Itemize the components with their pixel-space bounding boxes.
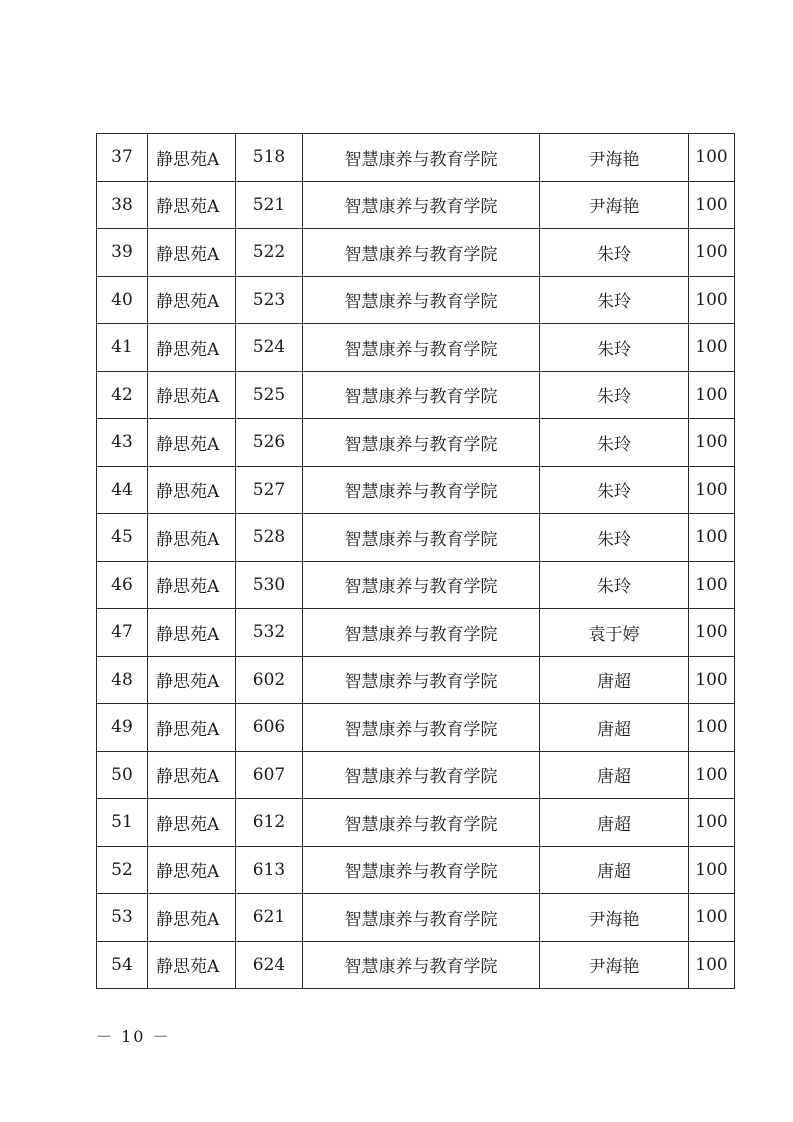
cell-college: 智慧康养与教育学院 — [303, 941, 540, 989]
cell-teacher: 袁于婷 — [540, 609, 689, 657]
cell-building: 静思苑A — [148, 751, 236, 799]
table-row — [97, 609, 735, 657]
cell-room: 606 — [236, 704, 303, 752]
cell-building: 静思苑A — [148, 466, 236, 514]
cell-building: 静思苑A — [148, 561, 236, 609]
cell-index: 45 — [97, 514, 148, 562]
cell-index: 44 — [97, 466, 148, 514]
table-row — [97, 371, 735, 419]
table-row — [97, 846, 735, 894]
cell-building: 静思苑A — [148, 229, 236, 277]
cell-building: 静思苑A — [148, 846, 236, 894]
cell-college: 智慧康养与教育学院 — [303, 751, 540, 799]
table-row — [97, 466, 735, 514]
table-row — [97, 324, 735, 372]
cell-teacher: 朱玲 — [540, 466, 689, 514]
cell-room: 526 — [236, 419, 303, 467]
cell-room: 525 — [236, 371, 303, 419]
cell-building: 静思苑A — [148, 371, 236, 419]
table-body — [97, 134, 735, 989]
cell-index: 43 — [97, 419, 148, 467]
cell-college: 智慧康养与教育学院 — [303, 561, 540, 609]
cell-score: 100 — [689, 134, 735, 182]
cell-teacher: 朱玲 — [540, 371, 689, 419]
cell-room: 532 — [236, 609, 303, 657]
cell-teacher: 朱玲 — [540, 419, 689, 467]
cell-college: 智慧康养与教育学院 — [303, 466, 540, 514]
cell-room: 528 — [236, 514, 303, 562]
cell-room: 527 — [236, 466, 303, 514]
cell-teacher: 朱玲 — [540, 324, 689, 372]
cell-building: 静思苑A — [148, 656, 236, 704]
cell-college: 智慧康养与教育学院 — [303, 419, 540, 467]
cell-score: 100 — [689, 941, 735, 989]
cell-teacher: 尹海艳 — [540, 134, 689, 182]
cell-teacher: 尹海艳 — [540, 941, 689, 989]
cell-teacher: 唐超 — [540, 846, 689, 894]
table-row — [97, 276, 735, 324]
cell-room: 607 — [236, 751, 303, 799]
cell-index: 41 — [97, 324, 148, 372]
cell-building: 静思苑A — [148, 941, 236, 989]
cell-teacher: 朱玲 — [540, 276, 689, 324]
cell-college: 智慧康养与教育学院 — [303, 799, 540, 847]
cell-room: 612 — [236, 799, 303, 847]
cell-room: 621 — [236, 894, 303, 942]
cell-building: 静思苑A — [148, 134, 236, 182]
cell-score: 100 — [689, 609, 735, 657]
cell-index: 49 — [97, 704, 148, 752]
cell-index: 42 — [97, 371, 148, 419]
cell-index: 40 — [97, 276, 148, 324]
cell-index: 53 — [97, 894, 148, 942]
cell-score: 100 — [689, 324, 735, 372]
cell-building: 静思苑A — [148, 276, 236, 324]
cell-room: 524 — [236, 324, 303, 372]
cell-score: 100 — [689, 276, 735, 324]
cell-college: 智慧康养与教育学院 — [303, 276, 540, 324]
table-row — [97, 799, 735, 847]
cell-index: 39 — [97, 229, 148, 277]
table-row — [97, 751, 735, 799]
cell-teacher: 尹海艳 — [540, 181, 689, 229]
cell-building: 静思苑A — [148, 514, 236, 562]
cell-college: 智慧康养与教育学院 — [303, 656, 540, 704]
cell-index: 52 — [97, 846, 148, 894]
cell-college: 智慧康养与教育学院 — [303, 324, 540, 372]
cell-index: 47 — [97, 609, 148, 657]
cell-index: 48 — [97, 656, 148, 704]
cell-college: 智慧康养与教育学院 — [303, 894, 540, 942]
cell-college: 智慧康养与教育学院 — [303, 181, 540, 229]
cell-room: 518 — [236, 134, 303, 182]
cell-building: 静思苑A — [148, 894, 236, 942]
table-row — [97, 561, 735, 609]
cell-score: 100 — [689, 656, 735, 704]
cell-score: 100 — [689, 419, 735, 467]
page-number: － 10 － — [96, 1027, 171, 1046]
cell-college: 智慧康养与教育学院 — [303, 229, 540, 277]
cell-building: 静思苑A — [148, 799, 236, 847]
cell-score: 100 — [689, 704, 735, 752]
cell-score: 100 — [689, 514, 735, 562]
cell-index: 50 — [97, 751, 148, 799]
cell-index: 51 — [97, 799, 148, 847]
cell-score: 100 — [689, 229, 735, 277]
cell-score: 100 — [689, 894, 735, 942]
table-row — [97, 229, 735, 277]
cell-room: 613 — [236, 846, 303, 894]
table-row — [97, 941, 735, 989]
cell-college: 智慧康养与教育学院 — [303, 704, 540, 752]
cell-teacher: 唐超 — [540, 799, 689, 847]
cell-index: 37 — [97, 134, 148, 182]
cell-building: 静思苑A — [148, 181, 236, 229]
cell-score: 100 — [689, 466, 735, 514]
cell-room: 602 — [236, 656, 303, 704]
cell-room: 530 — [236, 561, 303, 609]
cell-college: 智慧康养与教育学院 — [303, 609, 540, 657]
cell-index: 54 — [97, 941, 148, 989]
table-row — [97, 419, 735, 467]
cell-college: 智慧康养与教育学院 — [303, 514, 540, 562]
cell-teacher: 尹海艳 — [540, 894, 689, 942]
cell-score: 100 — [689, 371, 735, 419]
cell-teacher: 朱玲 — [540, 514, 689, 562]
cell-index: 46 — [97, 561, 148, 609]
table-row — [97, 894, 735, 942]
cell-room: 523 — [236, 276, 303, 324]
table-row — [97, 656, 735, 704]
cell-building: 静思苑A — [148, 609, 236, 657]
cell-college: 智慧康养与教育学院 — [303, 846, 540, 894]
table-row — [97, 181, 735, 229]
cell-score: 100 — [689, 561, 735, 609]
cell-room: 522 — [236, 229, 303, 277]
cell-teacher: 唐超 — [540, 751, 689, 799]
table-row — [97, 134, 735, 182]
dorm-score-table — [96, 133, 735, 989]
cell-college: 智慧康养与教育学院 — [303, 371, 540, 419]
cell-score: 100 — [689, 751, 735, 799]
cell-score: 100 — [689, 799, 735, 847]
cell-building: 静思苑A — [148, 419, 236, 467]
cell-room: 521 — [236, 181, 303, 229]
cell-teacher: 唐超 — [540, 656, 689, 704]
cell-building: 静思苑A — [148, 324, 236, 372]
table-row — [97, 514, 735, 562]
cell-building: 静思苑A — [148, 704, 236, 752]
cell-score: 100 — [689, 181, 735, 229]
cell-room: 624 — [236, 941, 303, 989]
cell-teacher: 唐超 — [540, 704, 689, 752]
cell-score: 100 — [689, 846, 735, 894]
cell-teacher: 朱玲 — [540, 229, 689, 277]
cell-teacher: 朱玲 — [540, 561, 689, 609]
table-row — [97, 704, 735, 752]
cell-index: 38 — [97, 181, 148, 229]
cell-college: 智慧康养与教育学院 — [303, 134, 540, 182]
